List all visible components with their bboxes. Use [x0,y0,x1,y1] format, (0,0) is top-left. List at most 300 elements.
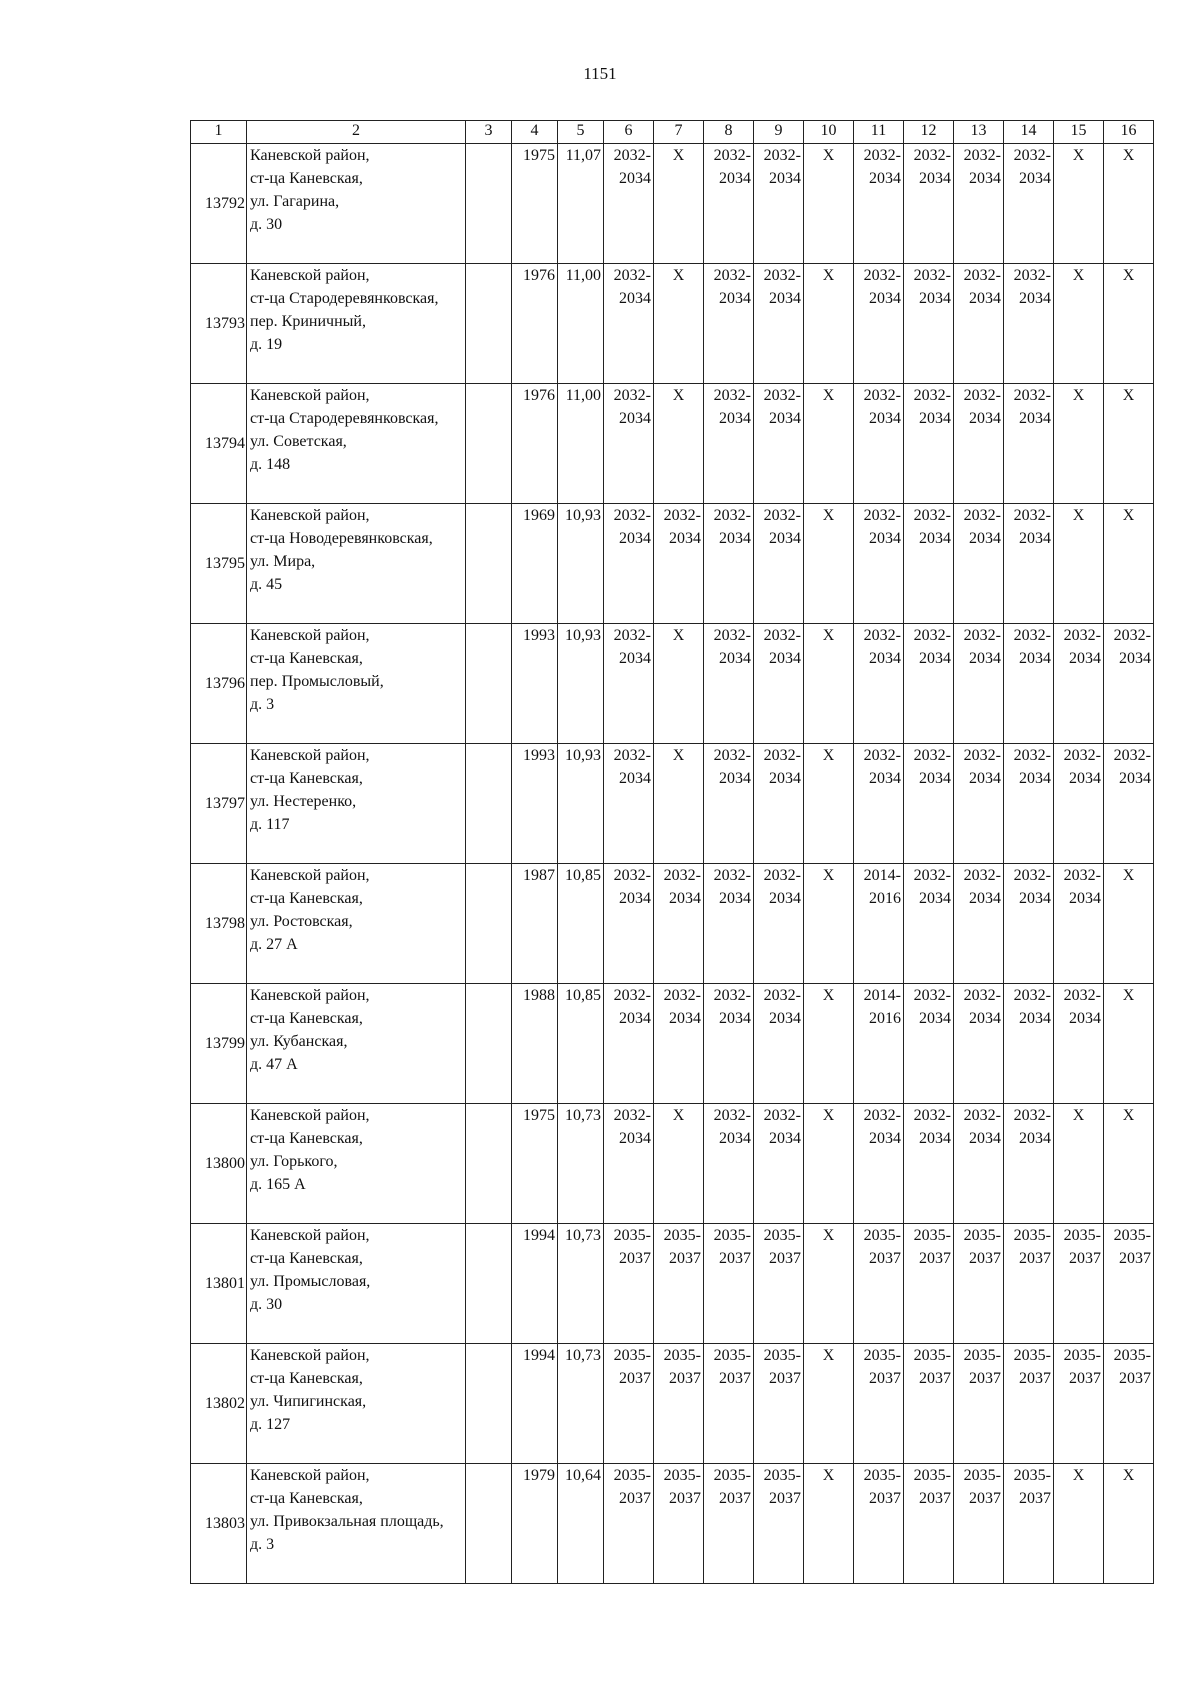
column-3-cell [466,384,512,504]
address-line: ст-ца Каневская, [250,1130,363,1147]
period-cell-6 [604,1464,654,1584]
period-value: 2034 [719,770,751,787]
period-value: 2034 [769,410,801,427]
period-value: 2037 [669,1370,701,1387]
column-3-cell [466,264,512,384]
period-value: X [822,1107,835,1124]
period-value: 2037 [669,1250,701,1267]
period-value: 2032- [863,267,901,284]
address-line: Каневской район, [250,747,370,764]
period-value: 2032- [963,627,1001,644]
period-value: 2034 [1019,410,1051,427]
period-value: 2032- [913,507,951,524]
column-header: 5 [558,121,604,144]
period-value: X [1122,507,1135,524]
period-cell-7 [654,744,704,864]
period-cell-8 [704,864,754,984]
period-value: 2032- [1013,147,1051,164]
period-value: 2037 [769,1490,801,1507]
period-cell-12 [904,624,954,744]
period-value: 2032- [1013,387,1051,404]
period-value: 2037 [1019,1250,1051,1267]
period-cell-11 [854,144,904,264]
period-cell-11 [854,744,904,864]
period-value: 2032- [713,627,751,644]
period-cell-7 [654,264,704,384]
period-value: 2037 [919,1490,951,1507]
year-built: 1976 [512,264,558,384]
address-cell [247,504,466,624]
period-value: X [822,627,835,644]
period-cell-9 [754,984,804,1104]
period-cell-13 [954,744,1004,864]
period-cell-15 [1054,264,1104,384]
period-value: 2014- [863,987,901,1004]
period-value: 2032- [863,387,901,404]
column-5-value: 10,93 [558,624,604,744]
period-value: 2034 [719,290,751,307]
period-cell-8 [704,384,754,504]
address-cell [247,1224,466,1344]
column-header: 14 [1004,121,1054,144]
period-cell-10 [804,864,854,984]
period-value: 2032- [963,987,1001,1004]
address-line: Каневской район, [250,387,370,404]
period-cell-10 [804,144,854,264]
column-header: 4 [512,121,558,144]
period-value: X [1072,267,1085,284]
table-header-row [191,121,1154,144]
period-cell-12 [904,984,954,1104]
period-value: 2016 [869,890,901,907]
period-value: 2034 [869,770,901,787]
period-value: 2034 [919,770,951,787]
column-3-cell [466,1104,512,1224]
period-cell-7 [654,1104,704,1224]
period-cell-15 [1054,744,1104,864]
period-value: 2034 [869,290,901,307]
address-line: д. 30 [250,1296,283,1313]
period-cell-7 [654,624,704,744]
period-value: X [1072,1467,1085,1484]
period-value: 2032- [963,387,1001,404]
period-cell-8 [704,1464,754,1584]
record-number: 13803 [191,1464,247,1584]
period-value: 2034 [1069,650,1101,667]
period-value: X [822,1467,835,1484]
address-line: Каневской район, [250,1227,370,1244]
period-value: 2037 [769,1250,801,1267]
period-cell-6 [604,744,654,864]
address-line: ул. Нестеренко, [250,793,357,810]
column-5-value: 10,73 [558,1104,604,1224]
period-cell-7 [654,384,704,504]
period-value: 2037 [1119,1370,1151,1387]
period-cell-7 [654,1344,704,1464]
period-cell-10 [804,1464,854,1584]
record-number: 13800 [191,1104,247,1224]
period-cell-14 [1004,1224,1054,1344]
period-value: 2032- [663,987,701,1004]
period-value: X [672,147,685,164]
period-value: 2034 [719,890,751,907]
period-value: 2034 [769,170,801,187]
period-value: X [822,867,835,884]
record-number: 13798 [191,864,247,984]
period-cell-16 [1104,144,1154,264]
period-value: 2034 [619,530,651,547]
period-value: X [822,1227,835,1244]
period-value: 2032- [913,747,951,764]
period-value: 2035- [613,1227,651,1244]
column-3-cell [466,744,512,864]
period-cell-9 [754,624,804,744]
table-row [191,1344,1154,1464]
period-value: 2034 [619,770,651,787]
period-value: X [1122,387,1135,404]
year-built: 1975 [512,1104,558,1224]
period-value: 2035- [663,1467,701,1484]
address-line: ст-ца Каневская, [250,1010,363,1027]
period-value: 2035- [663,1227,701,1244]
period-value: 2034 [769,770,801,787]
address-line: пер. Криничный, [250,313,366,330]
period-value: 2035- [1063,1347,1101,1364]
period-value: X [1122,267,1135,284]
period-value: 2032- [963,507,1001,524]
address-cell [247,1104,466,1224]
table-row [191,1104,1154,1224]
year-built: 1993 [512,744,558,864]
period-cell-14 [1004,144,1054,264]
period-cell-14 [1004,384,1054,504]
period-cell-6 [604,384,654,504]
period-value: 2034 [969,650,1001,667]
period-cell-12 [904,504,954,624]
period-cell-14 [1004,264,1054,384]
record-number: 13794 [191,384,247,504]
period-value: 2032- [613,747,651,764]
period-value: 2032- [763,627,801,644]
address-cell [247,1344,466,1464]
address-cell [247,1464,466,1584]
period-value: 2032- [713,387,751,404]
period-value: 2032- [713,147,751,164]
address-line: ул. Горького, [250,1153,338,1170]
year-built: 1987 [512,864,558,984]
period-value: 2034 [619,1130,651,1147]
address-line: ул. Чипигинская, [250,1393,367,1410]
year-built: 1976 [512,384,558,504]
period-value: 2034 [1019,290,1051,307]
address-line: д. 3 [250,1536,275,1553]
period-cell-14 [1004,1464,1054,1584]
period-value: 2035- [763,1227,801,1244]
period-cell-6 [604,864,654,984]
period-value: 2037 [719,1250,751,1267]
record-number: 13801 [191,1224,247,1344]
period-cell-6 [604,264,654,384]
period-value: 2034 [669,1010,701,1027]
period-value: 2032- [1063,867,1101,884]
address-line: ул. Советская, [250,433,347,450]
period-cell-8 [704,264,754,384]
record-number: 13792 [191,144,247,264]
column-3-cell [466,1344,512,1464]
period-value: 2032- [713,867,751,884]
period-cell-13 [954,624,1004,744]
period-value: 2032- [1063,747,1101,764]
column-3-cell [466,984,512,1104]
period-value: 2032- [1013,987,1051,1004]
period-value: 2034 [769,890,801,907]
period-value: X [1122,147,1135,164]
period-cell-9 [754,144,804,264]
period-value: 2034 [769,650,801,667]
period-cell-11 [854,984,904,1104]
period-value: 2034 [919,410,951,427]
period-value: 2034 [969,530,1001,547]
address-line: ул. Мира, [250,553,316,570]
period-value: 2034 [969,890,1001,907]
address-line: ст-ца Каневская, [250,1370,363,1387]
column-5-value: 10,73 [558,1344,604,1464]
address-line: Каневской район, [250,1107,370,1124]
period-cell-15 [1054,384,1104,504]
period-value: X [672,627,685,644]
period-cell-7 [654,1464,704,1584]
year-built: 1994 [512,1224,558,1344]
period-value: 2035- [763,1347,801,1364]
period-value: 2034 [919,530,951,547]
period-cell-11 [854,264,904,384]
period-value: 2035- [1063,1227,1101,1244]
period-value: 2034 [919,1010,951,1027]
period-value: 2032- [613,267,651,284]
address-line: Каневской район, [250,1467,370,1484]
period-cell-6 [604,1224,654,1344]
column-5-value: 10,64 [558,1464,604,1584]
period-cell-11 [854,504,904,624]
period-value: X [822,507,835,524]
address-line: Каневской район, [250,867,370,884]
period-value: 2032- [613,387,651,404]
period-value: 2035- [863,1467,901,1484]
period-value: 2032- [763,1107,801,1124]
column-header: 7 [654,121,704,144]
period-value: X [672,747,685,764]
period-value: 2037 [1019,1370,1051,1387]
housing-register-table [190,120,1154,1584]
period-cell-14 [1004,1344,1054,1464]
column-5-value: 11,07 [558,144,604,264]
period-value: 2034 [619,290,651,307]
period-value: 2037 [619,1250,651,1267]
period-value: 2034 [669,530,701,547]
period-value: 2032- [963,147,1001,164]
column-5-value: 11,00 [558,384,604,504]
period-value: 2032- [913,267,951,284]
period-value: 2034 [769,290,801,307]
period-value: 2034 [1019,1010,1051,1027]
period-value: 2037 [919,1250,951,1267]
column-5-value: 10,93 [558,744,604,864]
period-value: X [822,147,835,164]
period-value: X [672,267,685,284]
period-value: 2034 [719,410,751,427]
period-cell-8 [704,624,754,744]
period-value: 2037 [869,1370,901,1387]
period-value: 2032- [1013,747,1051,764]
period-value: 2034 [1019,890,1051,907]
period-value: 2034 [719,530,751,547]
address-line: ст-ца Каневская, [250,890,363,907]
period-value: X [672,387,685,404]
year-built: 1979 [512,1464,558,1584]
period-value: 2037 [619,1490,651,1507]
period-value: 2037 [719,1370,751,1387]
address-line: Каневской район, [250,267,370,284]
period-cell-8 [704,984,754,1104]
period-cell-12 [904,264,954,384]
period-value: 2034 [1019,170,1051,187]
period-cell-8 [704,144,754,264]
period-value: 2034 [969,1010,1001,1027]
table-row [191,384,1154,504]
column-3-cell [466,144,512,264]
period-cell-13 [954,1344,1004,1464]
period-cell-16 [1104,864,1154,984]
period-cell-6 [604,1104,654,1224]
period-cell-15 [1054,1344,1104,1464]
period-value: 2034 [969,770,1001,787]
period-cell-16 [1104,1104,1154,1224]
period-value: X [1072,1107,1085,1124]
period-cell-11 [854,1104,904,1224]
address-line: д. 47 А [250,1056,298,1073]
table-row [191,984,1154,1104]
address-cell [247,264,466,384]
column-5-value: 10,85 [558,984,604,1104]
year-built: 1988 [512,984,558,1104]
period-value: 2032- [913,387,951,404]
column-3-cell [466,864,512,984]
column-3-cell [466,1224,512,1344]
period-value: 2032- [763,507,801,524]
period-value: 2037 [769,1370,801,1387]
address-line: ст-ца Новодеревянковская, [250,530,433,547]
address-line: ст-ца Стародеревянковская, [250,410,439,427]
period-cell-12 [904,864,954,984]
period-cell-15 [1054,1224,1104,1344]
period-value: 2035- [963,1227,1001,1244]
period-value: 2034 [1119,650,1151,667]
period-value: 2032- [613,507,651,524]
period-cell-13 [954,144,1004,264]
column-5-value: 11,00 [558,264,604,384]
period-value: X [1072,507,1085,524]
address-line: Каневской район, [250,147,370,164]
period-value: X [822,1347,835,1364]
period-value: 2032- [913,867,951,884]
period-value: 2034 [1069,770,1101,787]
period-value: 2035- [1113,1347,1151,1364]
period-value: 2032- [1013,627,1051,644]
period-value: 2034 [719,170,751,187]
period-cell-11 [854,624,904,744]
period-cell-9 [754,864,804,984]
column-header: 16 [1104,121,1154,144]
column-header: 10 [804,121,854,144]
period-value: 2035- [863,1227,901,1244]
address-cell [247,864,466,984]
period-value: 2034 [719,1130,751,1147]
period-value: 2032- [1113,627,1151,644]
period-cell-15 [1054,624,1104,744]
period-cell-13 [954,1464,1004,1584]
period-value: 2032- [863,507,901,524]
period-cell-14 [1004,1104,1054,1224]
period-cell-8 [704,1344,754,1464]
column-3-cell [466,1464,512,1584]
period-value: 2032- [863,1107,901,1124]
period-cell-14 [1004,744,1054,864]
period-value: 2032- [763,987,801,1004]
period-value: 2035- [913,1347,951,1364]
period-cell-12 [904,384,954,504]
period-value: X [822,387,835,404]
address-line: ст-ца Каневская, [250,650,363,667]
address-line: Каневской район, [250,1347,370,1364]
period-value: 2032- [913,147,951,164]
period-cell-15 [1054,144,1104,264]
period-value: 2034 [919,650,951,667]
period-value: 2032- [863,747,901,764]
period-value: 2032- [863,627,901,644]
period-value: 2037 [1119,1250,1151,1267]
period-cell-7 [654,984,704,1104]
period-value: 2037 [619,1370,651,1387]
address-cell [247,144,466,264]
period-cell-11 [854,1224,904,1344]
period-cell-9 [754,384,804,504]
period-value: 2037 [1069,1370,1101,1387]
period-value: 2034 [719,650,751,667]
period-value: 2034 [1019,1130,1051,1147]
period-cell-10 [804,384,854,504]
period-cell-10 [804,264,854,384]
period-cell-16 [1104,1464,1154,1584]
period-value: 2032- [613,1107,651,1124]
period-value: 2034 [869,170,901,187]
period-cell-13 [954,864,1004,984]
address-line: д. 165 А [250,1176,306,1193]
period-cell-11 [854,1344,904,1464]
year-built: 1994 [512,1344,558,1464]
period-value: 2032- [1013,1107,1051,1124]
address-line: д. 30 [250,216,283,233]
period-value: 2035- [863,1347,901,1364]
period-value: 2035- [1013,1227,1051,1244]
period-value: 2034 [869,650,901,667]
period-value: 2016 [869,1010,901,1027]
period-value: 2032- [1113,747,1151,764]
period-cell-13 [954,984,1004,1104]
period-value: 2032- [913,627,951,644]
period-value: 2034 [969,410,1001,427]
period-value: 2034 [619,1010,651,1027]
period-cell-14 [1004,864,1054,984]
